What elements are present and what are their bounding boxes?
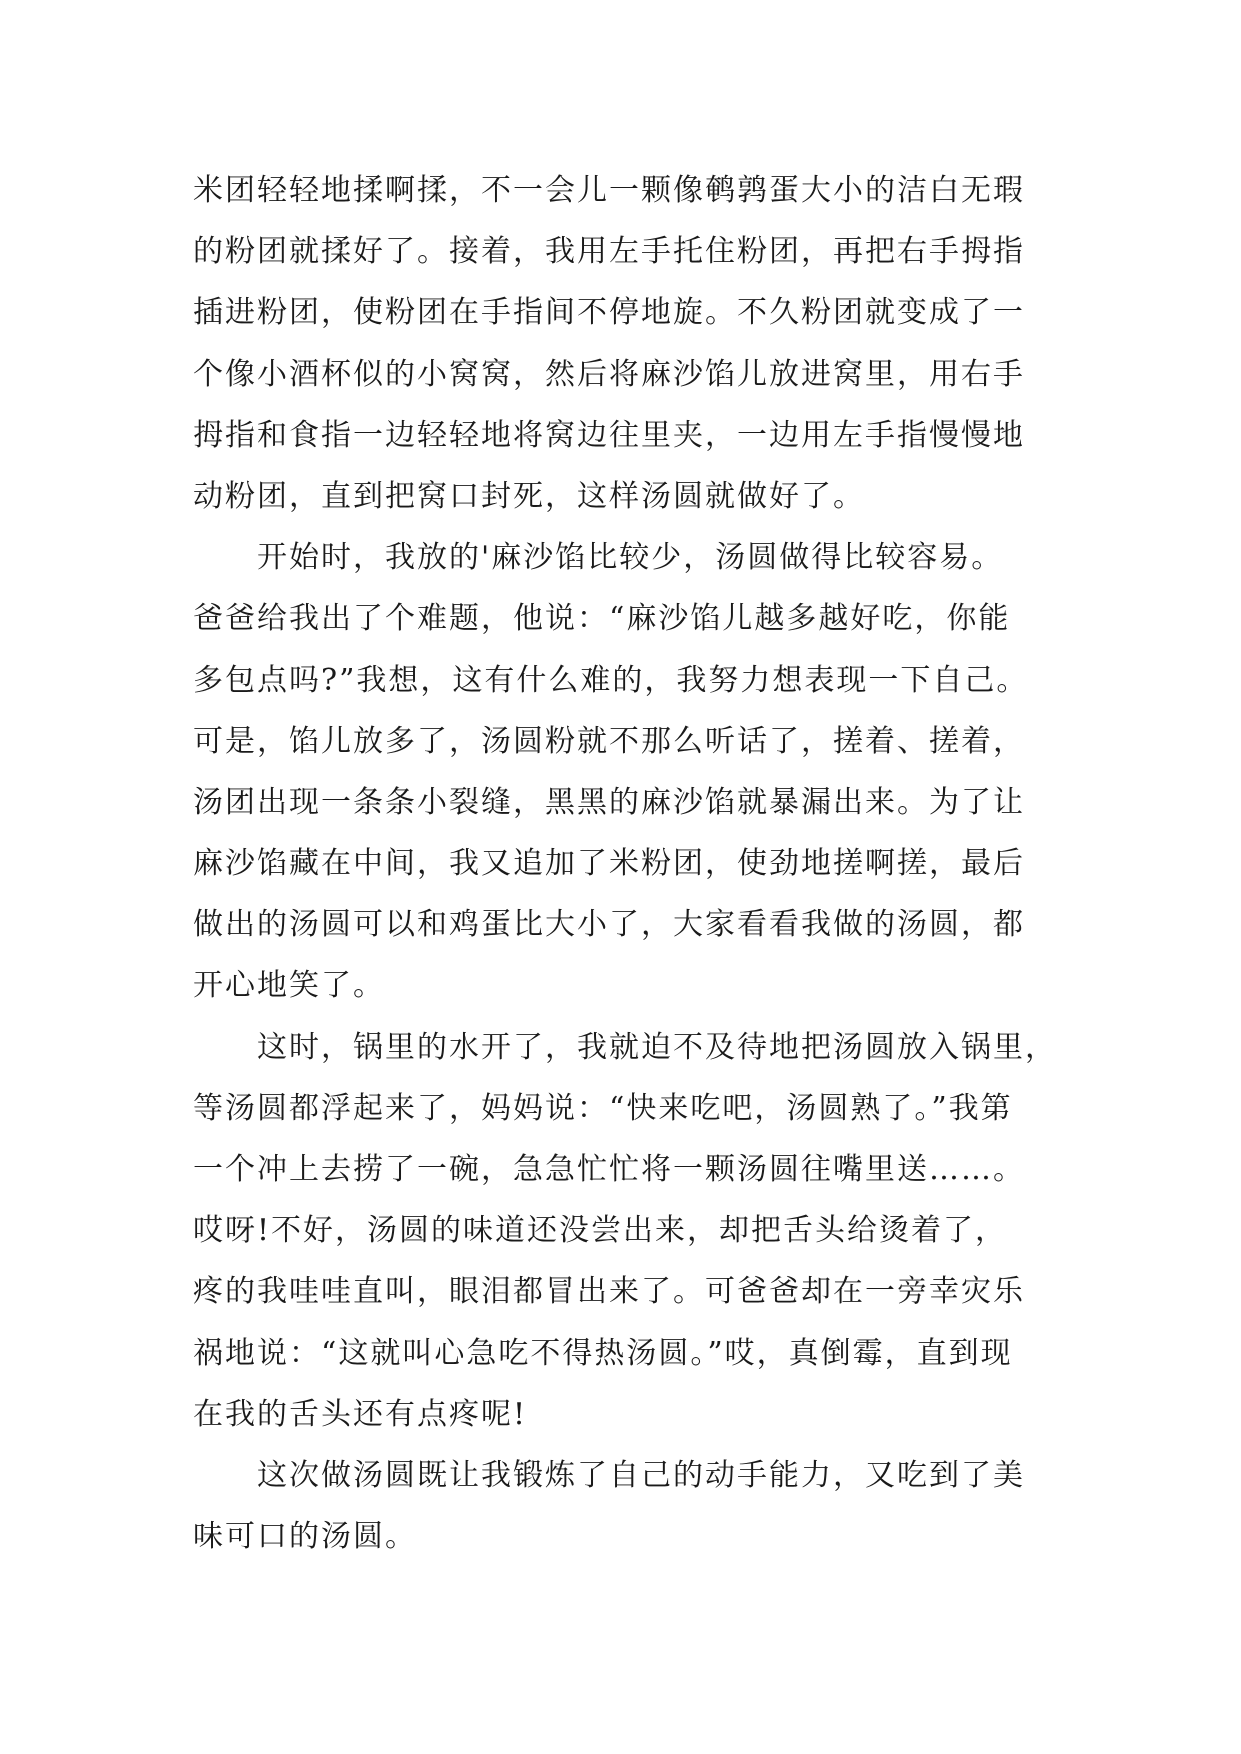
text-line: 麻沙馅藏在中间，我又追加了米粉团，使劲地搓啊搓，最后 <box>193 846 1025 882</box>
text-line: 哎呀!不好，汤圆的味道还没尝出来，却把舌头给烫着了， <box>193 1213 1008 1249</box>
text-line: 开心地笑了。 <box>193 968 385 1004</box>
text-line: 米团轻轻地揉啊揉，不一会儿一颗像鹌鹑蛋大小的洁白无瑕 <box>193 173 1025 208</box>
text-line: 味可口的汤圆。 <box>193 1519 417 1555</box>
text-line: 动粉团，直到把窝口封死，这样汤圆就做好了。 <box>193 478 865 514</box>
text-line: 汤团出现一条条小裂缝，黑黑的麻沙馅就暴漏出来。为了让 <box>193 784 1025 820</box>
text-line: 爸爸给我出了个难题，他说：“麻沙馅儿越多越好吃，你能 <box>193 601 1011 637</box>
text-line: 等汤圆都浮起来了，妈妈说：“快来吃吧，汤圆熟了。”我第 <box>193 1090 1013 1126</box>
text-line: 个像小酒杯似的小窝窝，然后将麻沙馅儿放进窝里，用右手 <box>193 356 1025 392</box>
text-line: 祸地说：“这就叫心急吃不得热汤圆。”哎，真倒霉，直到现 <box>193 1335 1013 1371</box>
text-line: 插进粉团，使粉团在手指间不停地旋。不久粉团就变成了一 <box>193 295 1025 331</box>
text-line: 开始时，我放的'麻沙馅比较少，汤圆做得比较容易。 <box>257 540 1004 576</box>
text-line: 拇指和食指一边轻轻地将窝边往里夹，一边用左手指慢慢地 <box>193 417 1025 453</box>
text-line: 在我的舌头还有点疼呢! <box>193 1396 528 1432</box>
text-line: 做出的汤圆可以和鸡蛋比大小了，大家看看我做的汤圆，都 <box>193 907 1025 943</box>
text-line: 多包点吗?”我想，这有什么难的，我努力想表现一下自己。 <box>193 662 1029 698</box>
text-line: 可是，馅儿放多了，汤圆粉就不那么听话了，搓着、搓着， <box>193 723 1025 759</box>
text-line: 的粉团就揉好了。接着，我用左手托住粉团，再把右手拇指 <box>193 234 1025 270</box>
text-line: 一个冲上去捞了一碗，急急忙忙将一颗汤圆往嘴里送……。 <box>193 1152 1025 1187</box>
text-line: 疼的我哇哇直叫，眼泪都冒出来了。可爸爸却在一旁幸灾乐 <box>193 1274 1025 1310</box>
text-line: 这次做汤圆既让我锻炼了自己的动手能力，又吃到了美 <box>257 1457 1025 1493</box>
text-line: 这时，锅里的水开了，我就迫不及待地把汤圆放入锅里， <box>257 1029 1057 1065</box>
document-body <box>193 160 1073 1567</box>
